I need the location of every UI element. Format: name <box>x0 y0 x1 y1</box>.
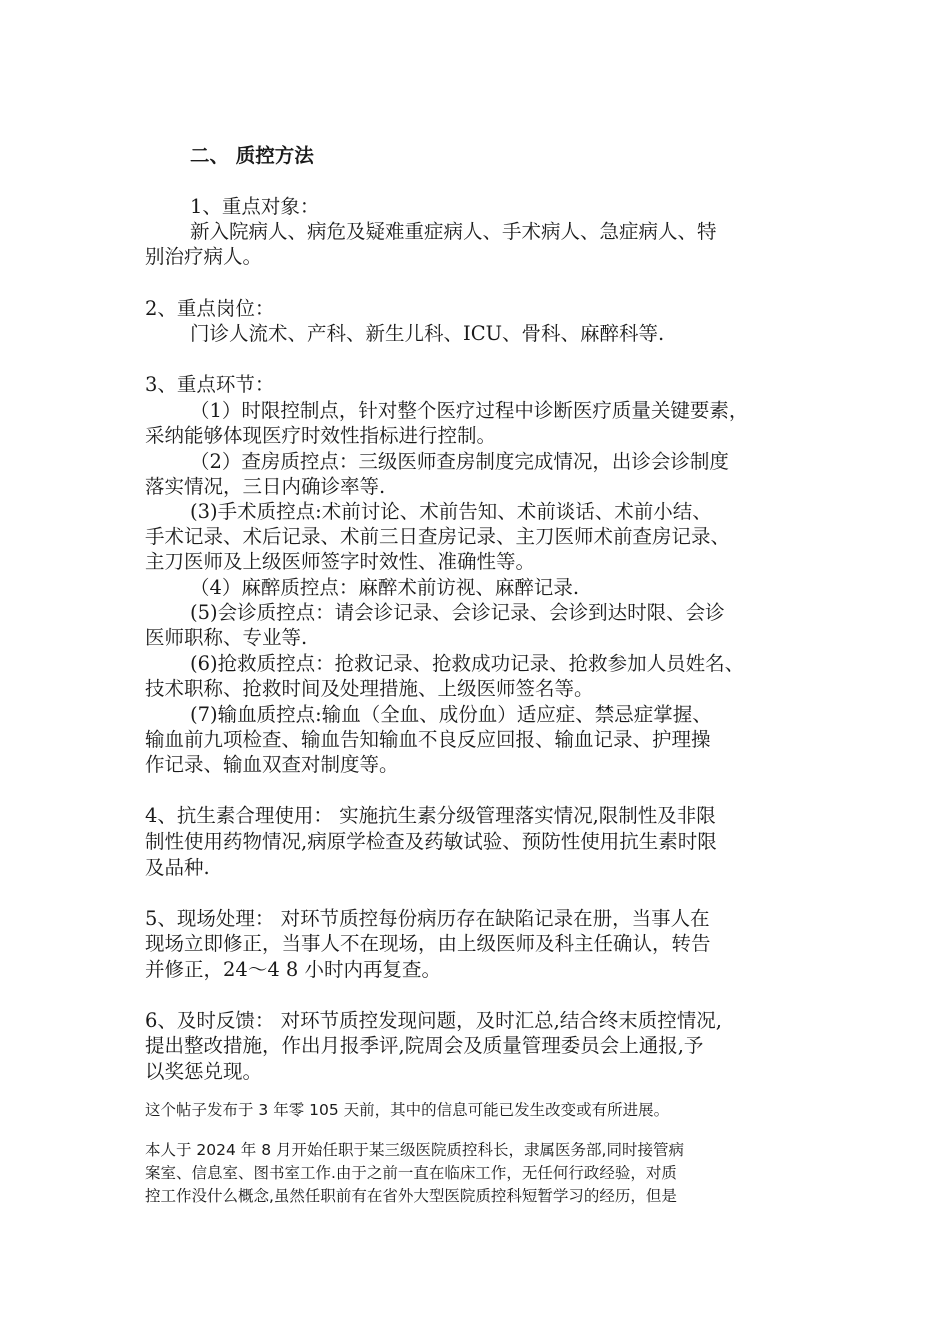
item-1-text: 新入院病人、病危及疑难重症病人、手术病人、急症病人、特 <box>190 220 717 243</box>
item-5-text: 现场立即修正，当事人不在现场，由上级医师及科主任确认，转告 <box>145 932 711 955</box>
item-3-text: （4）麻醉质控点：麻醉术前访视、麻醉记录. <box>190 576 580 599</box>
item-6-text: 提出整改措施，作出月报季评,院周会及质量管理委员会上通报,予 <box>145 1034 704 1057</box>
item-4-text: 4、抗生素合理使用： 实施抗生素分级管理落实情况,限制性及非限 <box>145 804 716 827</box>
item-5-text: 5、现场处理： 对环节质控每份病历存在缺陷记录在册，当事人在 <box>145 907 710 930</box>
item-3-text: 手术记录、术后记录、术前三日查房记录、主刀医师术前查房记录、 <box>145 525 731 548</box>
item-6-text: 6、及时反馈： 对环节质控发现问题，及时汇总,结合终末质控情况, <box>145 1009 723 1032</box>
item-2-title: 2、重点岗位： <box>145 297 275 320</box>
item-3-text: 落实情况，三日内确诊率等. <box>145 475 386 498</box>
item-5-text: 并修正，24～4 8 小时内再复查。 <box>145 958 442 981</box>
item-3-text: 输血前九项检查、输血告知输血不良反应回报、输血记录、护理操 <box>145 728 711 751</box>
item-3-text: 技术职称、抢救时间及处理措施、上级医师签名等。 <box>145 677 594 700</box>
item-3-text: （1）时限控制点，针对整个医疗过程中诊断医疗质量关键要素， <box>190 399 749 422</box>
post-age-notice: 这个帖子发布于 3 年零 105 天前，其中的信息可能已发生改变或有所进展。 <box>145 1101 670 1119</box>
item-3-text: (6)抢救质控点：抢救记录、抢救成功记录、抢救参加人员姓名、 <box>190 652 745 675</box>
post-body-line: 本人于 2024 年 8 月开始任职于某三级医院质控科长，隶属医务部,同时接管病 <box>145 1141 684 1159</box>
item-3-text: (7)输血质控点:输血（全血、成份血）适应症、禁忌症掌握、 <box>190 703 712 726</box>
item-1-text: 别治疗病人。 <box>145 245 263 268</box>
item-4-text: 制性使用药物情况,病原学检查及药敏试验、预防性使用抗生素时限 <box>145 830 717 853</box>
item-3-text: 主刀医师及上级医师签字时效性、准确性等。 <box>145 550 536 573</box>
item-3-text: 采纳能够体现医疗时效性指标进行控制。 <box>145 424 497 447</box>
post-body-line: 控工作没什么概念,虽然任职前有在省外大型医院质控科短暂学习的经历，但是 <box>145 1187 677 1205</box>
item-3-text: (3)手术质控点:术前讨论、术前告知、术前谈话、术前小结、 <box>190 500 712 523</box>
item-6-text: 以奖惩兑现。 <box>145 1060 263 1083</box>
item-4-text: 及品种. <box>145 856 210 879</box>
item-3-title: 3、重点环节： <box>145 373 275 396</box>
post-body-line: 案室、信息室、图书室工作.由于之前一直在临床工作，无任何行政经验，对质 <box>145 1164 677 1182</box>
section-heading: 二、 质控方法 <box>190 144 314 167</box>
item-2-text: 门诊人流术、产科、新生儿科、ICU、骨科、麻醉科等. <box>190 322 665 345</box>
item-3-text: （2）查房质控点：三级医师查房制度完成情况，出诊会诊制度 <box>190 450 729 473</box>
item-3-text: (5)会诊质控点：请会诊记录、会诊记录、会诊到达时限、会诊 <box>190 601 725 624</box>
item-3-text: 作记录、输血双查对制度等。 <box>145 753 399 776</box>
item-1-title: 1、重点对象： <box>190 195 320 218</box>
item-3-text: 医师职称、专业等. <box>145 626 308 649</box>
